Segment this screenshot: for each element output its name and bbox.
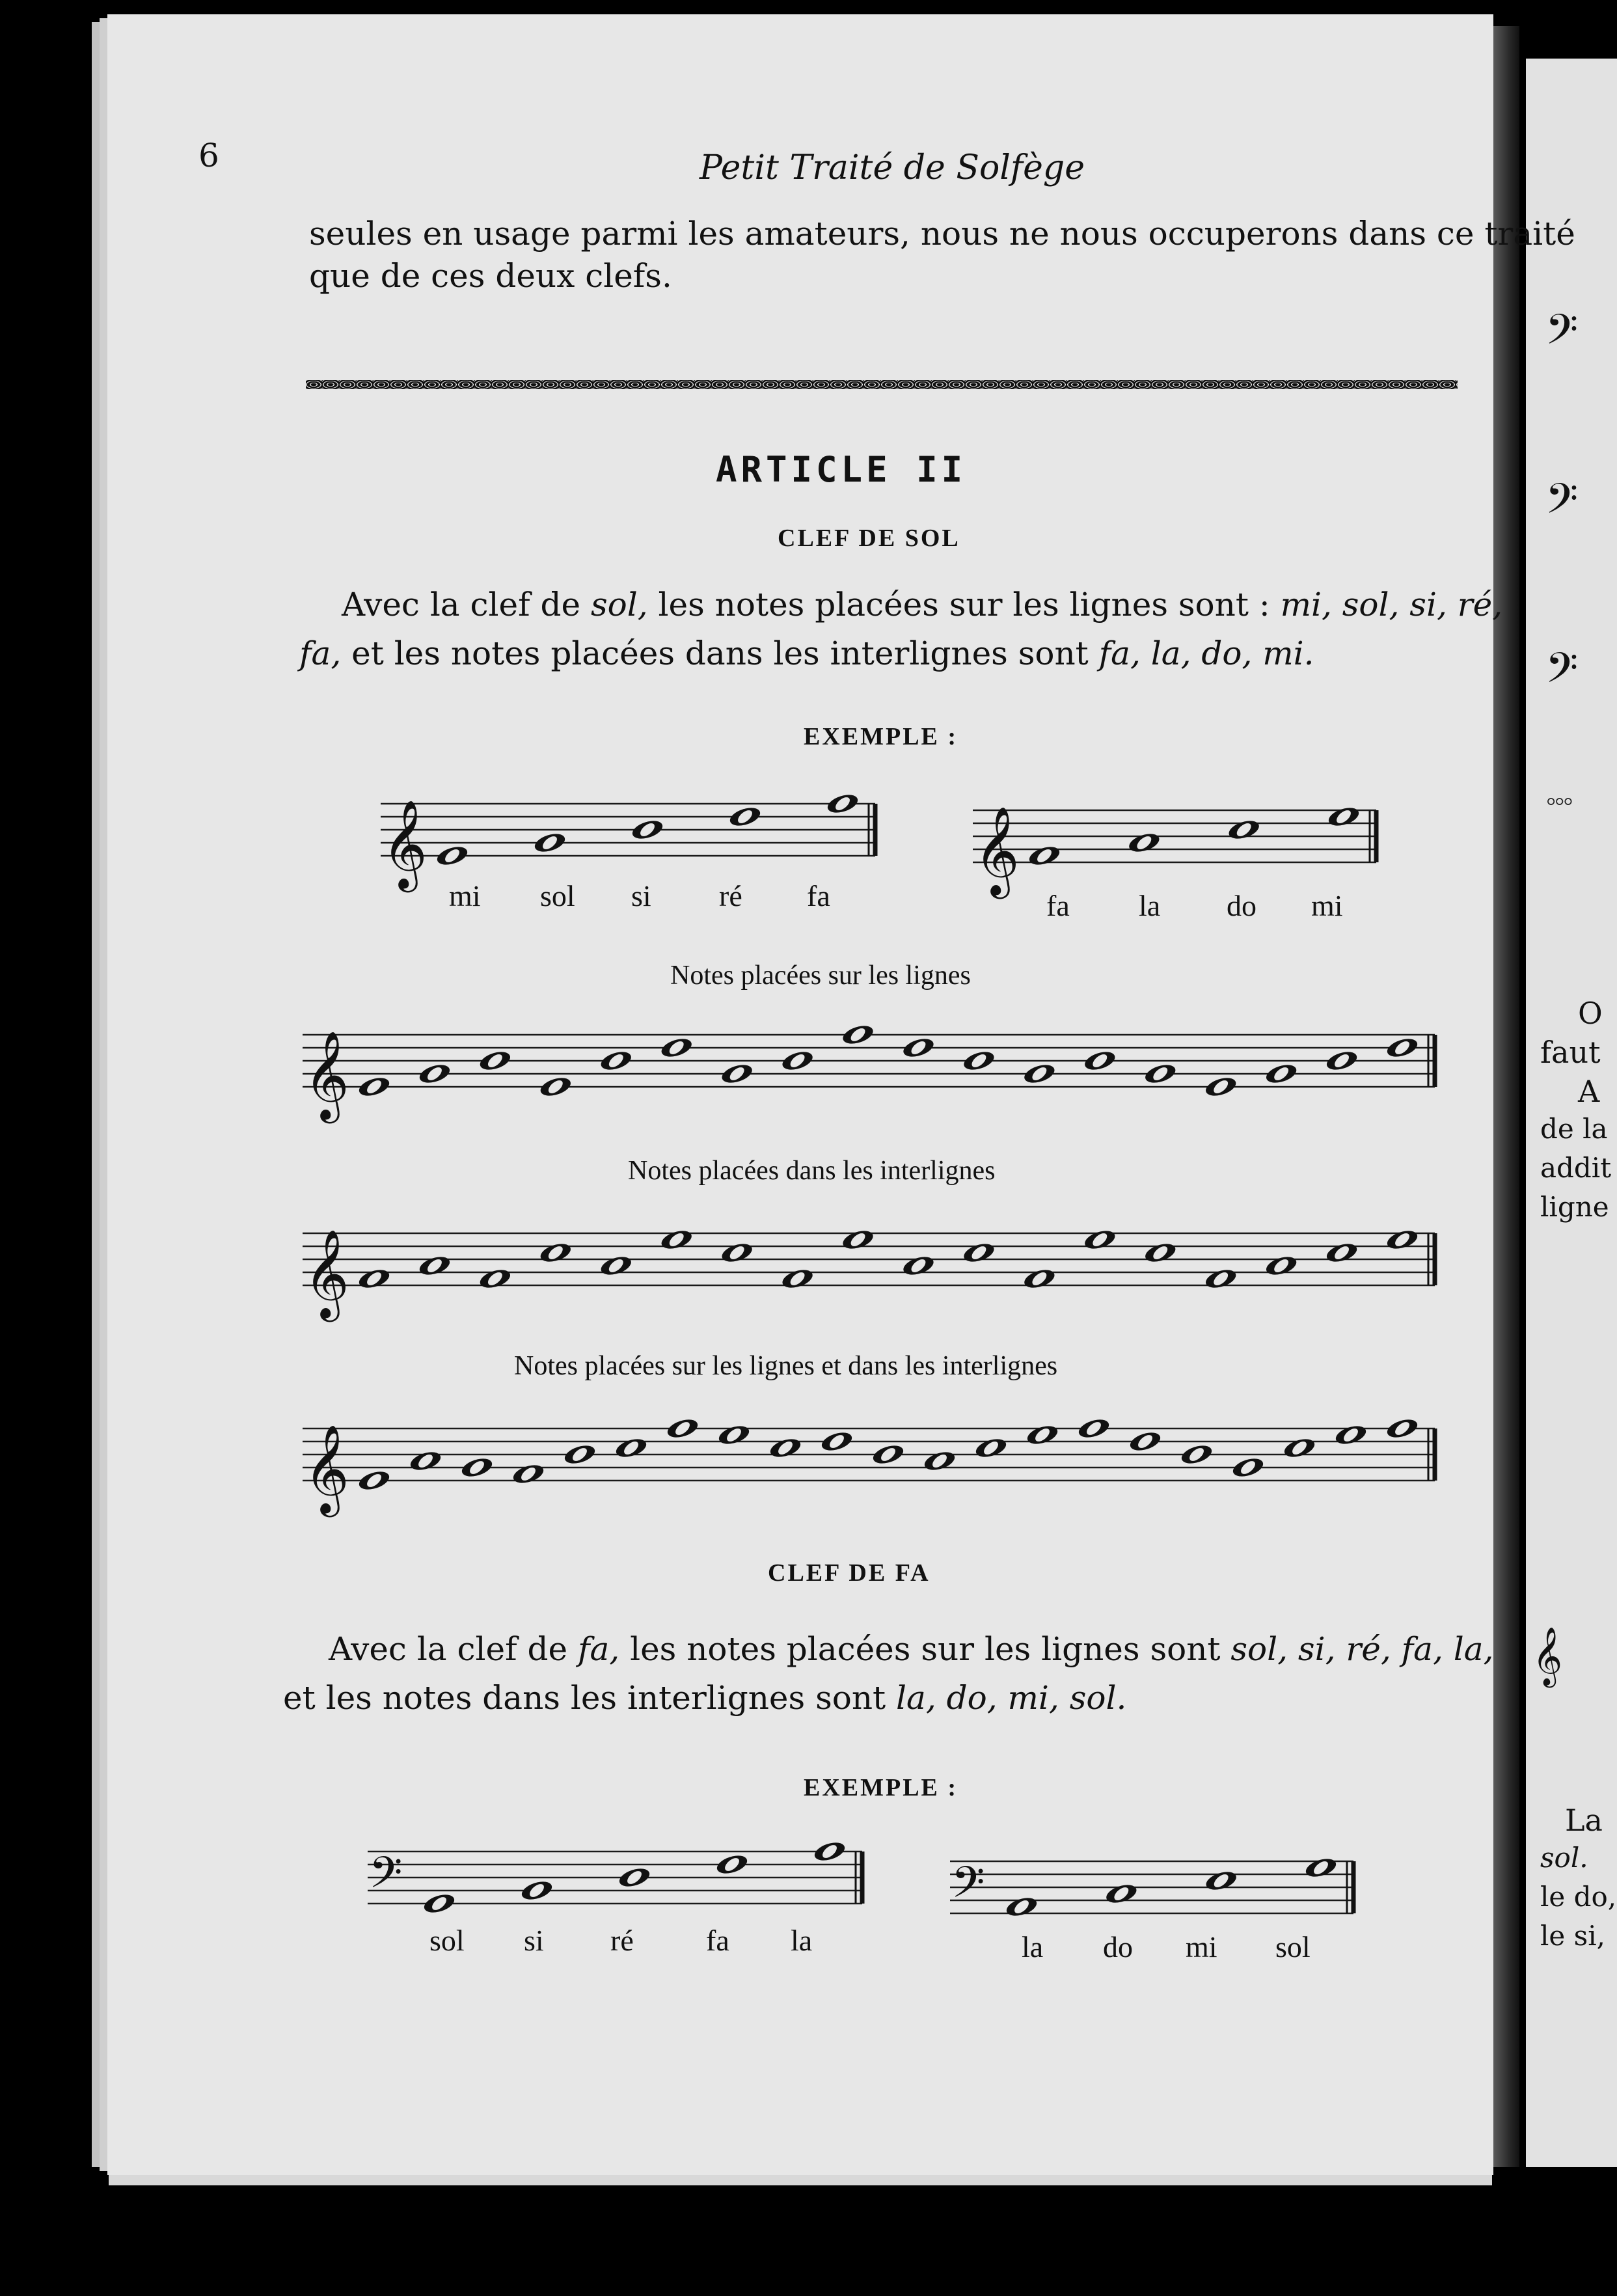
whole-note-icon	[1303, 1855, 1338, 1880]
running-title: Petit Traité de Solfège	[700, 148, 1085, 187]
bass-clef-icon: 𝄢	[1545, 644, 1579, 703]
whole-note-icon	[1083, 1227, 1117, 1252]
page-number: 6	[198, 137, 219, 174]
next-page-text: O	[1578, 996, 1603, 1031]
whole-note-icon	[538, 1074, 573, 1099]
treble-clef-icon: 𝄞	[974, 805, 1020, 895]
note-name: la	[791, 1924, 813, 1957]
next-page-fragment	[1526, 59, 1617, 2167]
note-name: fa	[706, 1924, 729, 1957]
whole-note-icon	[357, 1074, 391, 1099]
note-name: ré	[610, 1924, 634, 1957]
whole-note-icon	[1025, 1423, 1059, 1447]
bass-clef-icon: 𝄢	[951, 1857, 985, 1918]
whole-note-icon	[841, 1022, 875, 1047]
treble-clef-icon: 𝄞	[1532, 1627, 1563, 1686]
note-name: mi	[1311, 889, 1343, 922]
bass-paragraph-line-2: et les notes dans les interlignes sont la, do, mi, sol.	[283, 1679, 1127, 1717]
whole-note-icon	[720, 1061, 754, 1086]
whole-note-icon	[435, 843, 469, 868]
note-name: sol	[540, 879, 575, 912]
whole-note-icon	[1204, 1266, 1238, 1291]
whole-note-icon	[901, 1035, 936, 1060]
whole-note-icon	[614, 1436, 648, 1460]
whole-note-icon	[1127, 830, 1162, 855]
note-name: mi	[449, 879, 481, 912]
whole-note-icon	[599, 1048, 633, 1073]
whole-note-icon	[538, 1240, 573, 1265]
whole-note-icon	[1128, 1429, 1162, 1454]
whole-note-icon	[478, 1266, 512, 1291]
next-page-text: ligne	[1540, 1191, 1609, 1223]
whole-note-icon	[599, 1253, 633, 1278]
note-name: ré	[719, 879, 742, 912]
whole-note-icon	[1230, 1455, 1265, 1480]
whole-note-icon	[1385, 1227, 1419, 1252]
ornamental-rule: ⸰⸰⸰	[1545, 791, 1571, 813]
whole-note-icon	[1204, 1868, 1238, 1893]
whole-note-icon	[720, 1240, 754, 1265]
example-label: EXEMPLE :	[804, 723, 958, 750]
next-page-text: faut	[1540, 1035, 1601, 1070]
intro-line-1: seules en usage parmi les amateurs, nous ne nous occuperons dans ce traité	[309, 215, 1575, 253]
whole-note-icon	[901, 1253, 936, 1278]
whole-note-icon	[973, 1436, 1008, 1460]
bass-clef-icon: 𝄢	[369, 1848, 403, 1908]
whole-note-icon	[1027, 843, 1061, 868]
notes-in-spaces-staff	[290, 1207, 1448, 1324]
whole-note-icon	[1004, 1894, 1039, 1919]
treble-heading: CLEF DE SOL	[778, 525, 960, 552]
whole-note-icon	[357, 1266, 391, 1291]
whole-note-icon	[532, 830, 567, 855]
whole-note-icon	[562, 1442, 597, 1467]
whole-note-icon	[1204, 1074, 1238, 1099]
whole-note-icon	[1325, 1240, 1359, 1265]
whole-note-icon	[1143, 1240, 1178, 1265]
whole-note-icon	[871, 1442, 905, 1467]
treble-clef-icon: 𝄞	[304, 1228, 349, 1318]
next-page-text: addit	[1540, 1152, 1612, 1184]
whole-note-icon	[422, 1891, 456, 1916]
whole-note-icon	[1076, 1416, 1111, 1441]
whole-note-icon	[1325, 1048, 1359, 1073]
whole-note-icon	[459, 1455, 494, 1480]
whole-note-icon	[659, 1035, 694, 1060]
ornamental-rule	[306, 380, 1458, 389]
next-page-text: de la	[1540, 1113, 1608, 1145]
treble-clef-icon: 𝄞	[382, 799, 428, 888]
whole-note-icon	[665, 1416, 700, 1441]
whole-note-icon	[417, 1061, 452, 1086]
whole-note-icon	[1385, 1035, 1419, 1060]
whole-note-icon	[511, 1462, 545, 1486]
note-name: si	[524, 1924, 544, 1957]
next-page-text: La	[1565, 1803, 1603, 1838]
whole-note-icon	[727, 804, 762, 829]
whole-note-icon	[617, 1865, 651, 1890]
whole-note-icon	[1143, 1061, 1178, 1086]
whole-note-icon	[478, 1048, 512, 1073]
treble-clef-icon: 𝄞	[304, 1030, 349, 1119]
whole-note-icon	[1083, 1048, 1117, 1073]
bass-clef-icon: 𝄢	[1545, 306, 1579, 364]
whole-note-icon	[922, 1449, 957, 1473]
whole-note-icon	[841, 1227, 875, 1252]
note-name: sol	[1275, 1930, 1311, 1963]
whole-note-icon	[1326, 804, 1361, 829]
treble-lines-example-staff	[368, 778, 888, 895]
whole-note-icon	[1179, 1442, 1214, 1467]
treble-paragraph-line-1: Avec la clef de sol, les notes placées sur les lignes sont : mi, sol, si, ré,	[342, 586, 1503, 623]
caption-both: Notes placées sur les lignes et dans les interlignes	[514, 1351, 1058, 1381]
next-page-text: le do,	[1540, 1881, 1617, 1913]
whole-note-icon	[962, 1240, 996, 1265]
whole-note-icon	[357, 1468, 391, 1493]
whole-note-icon	[519, 1878, 554, 1903]
whole-note-icon	[962, 1048, 996, 1073]
bass-clef-icon: 𝄢	[1545, 475, 1579, 534]
note-name: sol	[429, 1924, 465, 1957]
treble-clef-icon: 𝄞	[304, 1423, 349, 1513]
whole-note-icon	[714, 1852, 749, 1877]
whole-note-icon	[1104, 1881, 1139, 1906]
note-name: mi	[1186, 1930, 1217, 1963]
whole-note-icon	[1385, 1416, 1419, 1441]
note-name: si	[631, 879, 651, 912]
whole-note-icon	[1227, 817, 1261, 842]
next-page-text: A	[1578, 1074, 1600, 1109]
whole-note-icon	[780, 1048, 815, 1073]
intro-line-2: que de ces deux clefs.	[309, 257, 672, 295]
article-title: ARTICLE II	[716, 449, 967, 490]
whole-note-icon	[716, 1423, 751, 1447]
whole-note-icon	[768, 1436, 802, 1460]
whole-note-icon	[1022, 1266, 1057, 1291]
whole-note-icon	[819, 1429, 854, 1454]
bass-heading: CLEF DE FA	[768, 1559, 931, 1587]
caption-spaces: Notes placées dans les interlignes	[628, 1156, 996, 1186]
note-name: la	[1139, 889, 1161, 922]
whole-note-icon	[1264, 1253, 1299, 1278]
whole-note-icon	[825, 791, 860, 816]
whole-note-icon	[780, 1266, 815, 1291]
whole-note-icon	[1264, 1061, 1299, 1086]
next-page-text: le si,	[1540, 1920, 1605, 1952]
whole-note-icon	[1333, 1423, 1368, 1447]
whole-note-icon	[1022, 1061, 1057, 1086]
whole-note-icon	[1282, 1436, 1316, 1460]
note-name: fa	[1046, 889, 1070, 922]
bass-paragraph-line-1: Avec la clef de fa, les notes placées sur les lignes sont sol, si, ré, fa, la,	[329, 1630, 1494, 1668]
whole-note-icon	[659, 1227, 694, 1252]
notes-on-lines-and-spaces-staff	[290, 1402, 1448, 1520]
note-name: fa	[807, 879, 830, 912]
whole-note-icon	[812, 1839, 847, 1864]
note-name: la	[1022, 1930, 1044, 1963]
next-page-text: sol.	[1540, 1842, 1588, 1874]
treble-paragraph-line-2: fa, et les notes placées dans les interlignes sont fa, la, do, mi.	[299, 635, 1314, 672]
page-edge	[1493, 26, 1519, 2167]
treble-spaces-example-staff	[960, 784, 1389, 901]
caption-lines: Notes placées sur les lignes	[670, 961, 971, 991]
whole-note-icon	[408, 1449, 442, 1473]
note-name: do	[1103, 1930, 1133, 1963]
whole-note-icon	[417, 1253, 452, 1278]
notes-on-lines-staff	[290, 1009, 1448, 1126]
example-label: EXEMPLE :	[804, 1774, 958, 1801]
whole-note-icon	[630, 817, 664, 842]
note-name: do	[1227, 889, 1257, 922]
